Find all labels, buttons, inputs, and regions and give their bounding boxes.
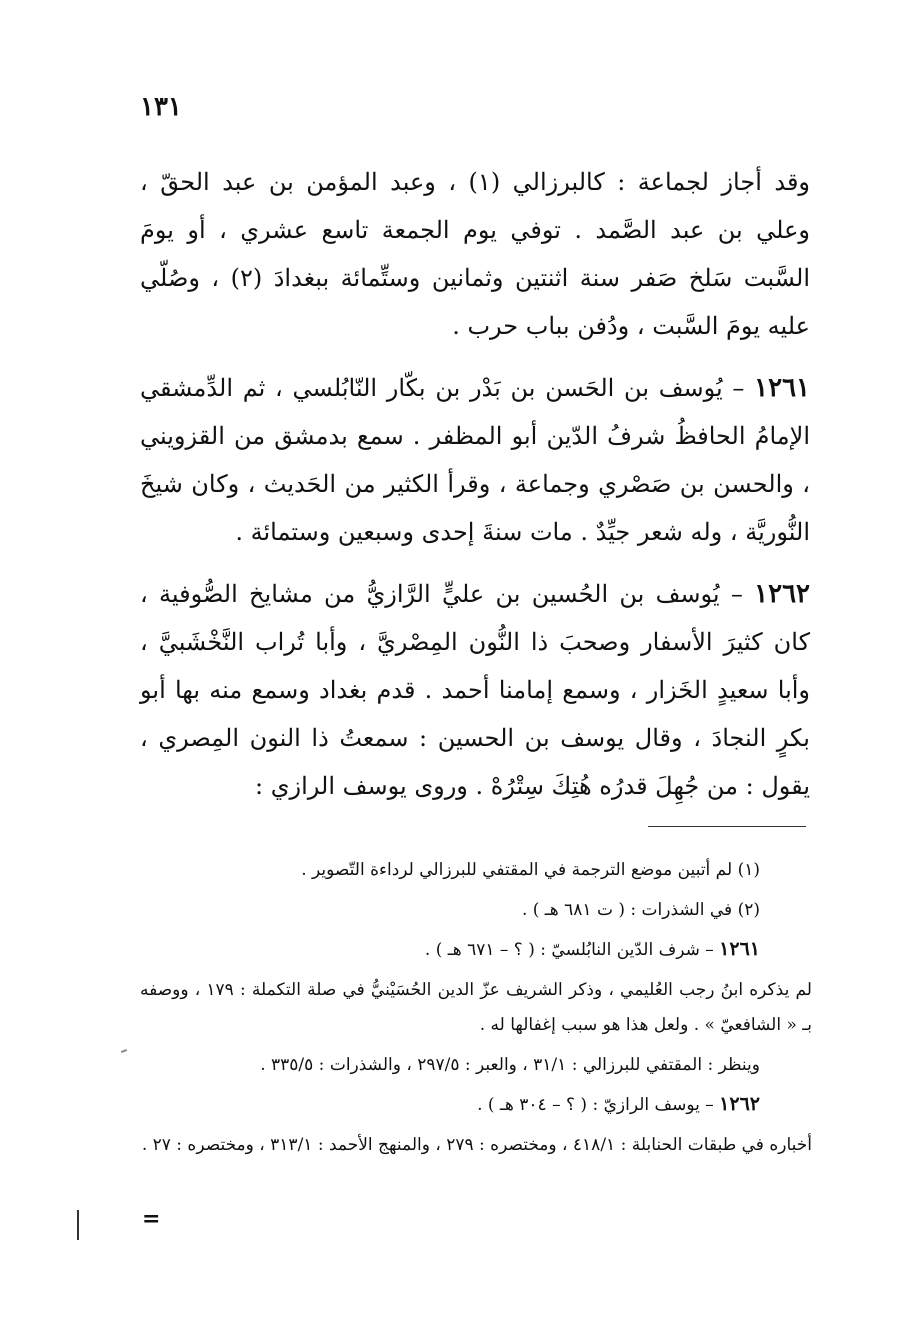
entry-1262: [140, 570, 810, 810]
footnote-text: أخباره في طبقات الحنابلة : ٤١٨/١ ، ومختصره : ٢٧٩ ، والمنهج الأحمد : ٣١٣/١ ، ومختصره : ٢٧ .: [141, 1135, 812, 1155]
footnote-text: (١) لم أتبين موضع الترجمة في المقتفي للبرزالي لرداءة التّصوير .: [301, 860, 760, 880]
paragraph-text: – يُوسف بن الحَسن بن بَدْر بن بكّار النّابُلسي ، ثم الدِّمشقي الإمامُ الحافظُ شرفُ الدّين أبو المظفر . سمع بدمشق من القزويني ، والحسن بن صَصْري وجماعة ، وقرأ الكثير من الحَديث ، وكان شيخَ النُّوريَّة ، وله شعر جيِّدٌ . مات سنةَ إحدى وسبعين وستمائة .: [140, 374, 810, 546]
page-number: ١٣١: [140, 92, 182, 122]
footnote-bold: ١٢٦١: [719, 938, 760, 960]
paragraph-text: وقد أجاز لجماعة : كالبرزالي (١) ، وعبد المؤمن بن عبد الحقّ ، وعلي بن عبد الصَّمد . توفي يوم الجمعة تاسع عشري ، أو يومَ السَّبت سَلخ صَفر سنة اثنتين وثمانين وستِّمائة ببغدادَ (٢) ، وصُلّي عليه يومَ السَّبت ، ودُفن بباب حرب .: [140, 168, 810, 340]
footnote-text: – يوسف الرازيّ : ( ؟ – ٣٠٤ هـ ) .: [477, 1095, 720, 1115]
note-1262-body: [140, 1127, 812, 1163]
paragraph-text: – يُوسف بن الحُسين بن عليٍّ الرَّازيُّ من مشايخ الصُّوفية ، كان كثيرَ الأسفار وصحبَ ذا النُّون المِصْريَّ ، وأبا تُراب النَّخْشَبيَّ ، وأبا سعيدٍ الخَزار ، وسمع إمامنا أحمد . قدم بغداد وسمع منه بها أبو بكرٍ النجادَ ، وقال يوسف بن الحسين : سمعتُ ذا النون المِصري ، يقول : من جُهِلَ قدرُه هُتِكَ سِتْرُهْ . وروى يوسف الرازي :: [140, 580, 811, 800]
note-1261-body: [140, 972, 812, 1043]
paragraph-intro: [140, 158, 810, 350]
entry-number: ١٢٦١: [754, 373, 810, 403]
footnote-divider: [648, 826, 806, 827]
note-1261-heading: [140, 932, 812, 968]
footnote-text: لم يذكره ابنُ رجب العُليمي ، وذكر الشريف عزّ الدين الحُسَيْنيُّ في صلة التكملة : ١٧٩ ، ووصفه بـ « الشافعيّ » . ولعل هذا هو سبب إغفالها له .: [140, 980, 812, 1035]
footnote-2: [140, 892, 812, 928]
entry-1261: [140, 364, 810, 556]
note-1262-heading: [140, 1087, 812, 1123]
footnote-1: [140, 852, 812, 888]
note-1261-sources: [140, 1047, 812, 1083]
footnote-bold: ١٢٦٢: [719, 1093, 760, 1115]
margin-tick: [121, 1049, 127, 1053]
footnote-text: وينظر : المقتفي للبرزالي : ٣١/١ ، والعبر : ٢٩٧/٥ ، والشذرات : ٣٣٥/٥ .: [260, 1055, 760, 1075]
main-text: [140, 158, 810, 824]
margin-mark: [77, 1210, 79, 1240]
footnotes: [140, 852, 812, 1167]
footnote-text: (٢) في الشذرات : ( ت ٦٨١ هـ ) .: [521, 900, 760, 920]
entry-number: ١٢٦٢: [754, 579, 810, 609]
footnote-text: – شرف الدّين النابُلسيّ : ( ؟ – ٦٧١ هـ ) .: [424, 940, 720, 960]
continuation-mark: =: [142, 1206, 161, 1232]
